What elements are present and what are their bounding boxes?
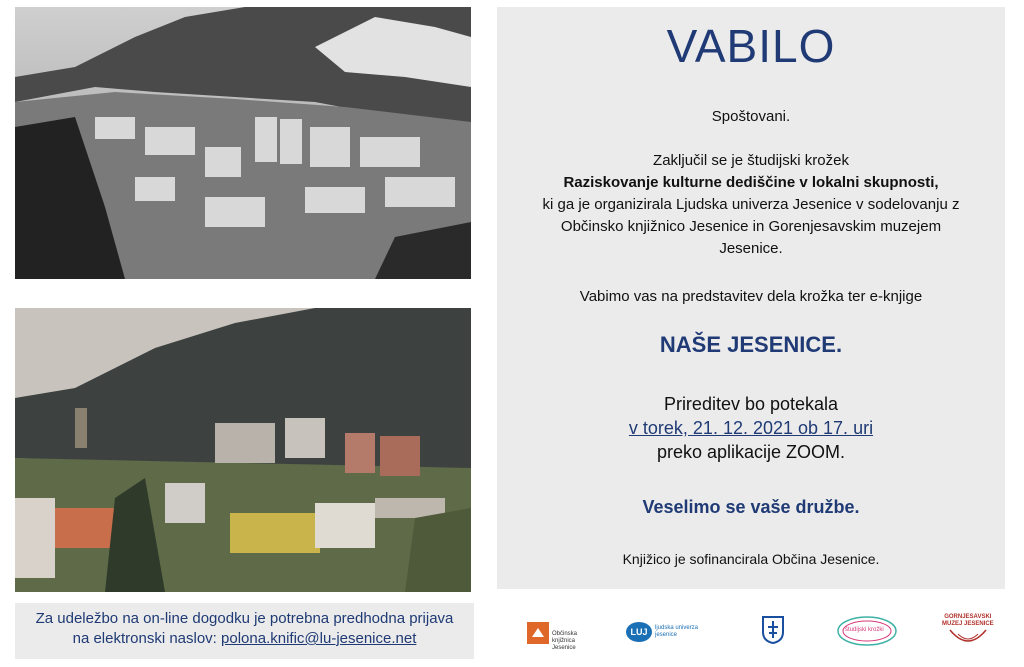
museum-text-1: GORNJESAVSKI xyxy=(944,614,992,620)
library-logo-icon xyxy=(527,622,549,644)
organizer-line: ki ga je organizirala Ljudska univerza Jesenice v sodelovanju z xyxy=(542,196,960,213)
museum-text-2: MUZEJ JESENICE xyxy=(942,621,994,627)
event-date: v torek, 21. 12. 2021 ob 17. uri xyxy=(628,418,874,438)
luj-logo xyxy=(626,622,698,642)
invite-line: Vabimo vas na predstavitev dela krožka ter e-knjige xyxy=(579,288,923,305)
partners-line: Občinsko knjižnico Jesenice in Gorenjesavskim muzejem xyxy=(560,218,942,235)
notice-line-2 xyxy=(15,629,474,649)
coat-of-arms-icon xyxy=(762,616,784,644)
book-title: NAŠE JESENICE. xyxy=(659,332,843,357)
municipality-logo xyxy=(762,616,784,644)
email-link[interactable]: polona.knific@lu-jesenice.net xyxy=(221,630,417,647)
modern-photo-jesenice xyxy=(15,308,471,592)
intro-line: Zaključil se je študijski krožek xyxy=(653,152,849,169)
event-line: Prireditev bo potekala xyxy=(663,394,839,414)
closing-line: Veselimo se vaše družbe. xyxy=(642,497,860,517)
notice-line-1: Za udeležbo na on-line dogodku je potrebna predhodna prijava xyxy=(35,610,454,627)
greeting: Spoštovani. xyxy=(711,108,791,125)
library-text-2: knjižnica xyxy=(552,638,576,644)
study-circle-text: študijski krožki xyxy=(845,627,884,633)
sponsor-line: Knjižico je sofinancirala Občina Jesenice. xyxy=(622,551,880,567)
luj-mark: LUJ xyxy=(626,622,652,642)
study-circle-logo xyxy=(836,615,898,647)
library-text-3: Jesenice xyxy=(552,645,576,651)
notice-line-2-prefix: na elektronski naslov: xyxy=(72,630,222,647)
library-logo xyxy=(527,613,577,652)
historic-photo-jesenice xyxy=(15,7,471,279)
invitation-panel xyxy=(497,7,1005,589)
museum-emblem-icon xyxy=(948,628,988,648)
page-title: VABILO xyxy=(666,20,836,72)
luj-text-1: ljudska univerza xyxy=(655,625,699,631)
library-text-1: Občinska xyxy=(552,631,578,637)
course-name: Raziskovanje kulturne dediščine v lokalni skupnosti, xyxy=(563,174,939,191)
event-platform: preko aplikacije ZOOM. xyxy=(656,442,846,462)
registration-notice xyxy=(15,603,474,659)
luj-text-2: jesenice xyxy=(655,632,678,638)
partners-line-end: Jesenice. xyxy=(719,240,783,257)
museum-logo xyxy=(942,614,994,648)
